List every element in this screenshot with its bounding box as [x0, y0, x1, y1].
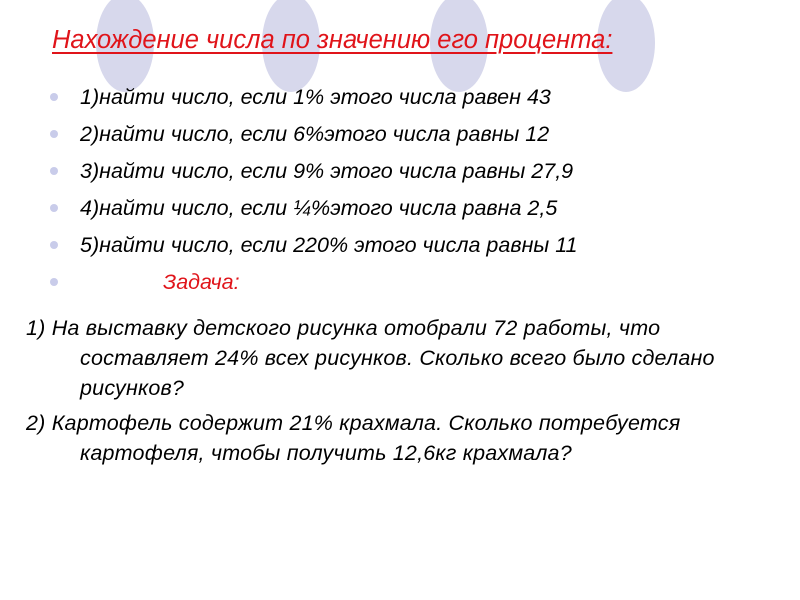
bullet-icon	[50, 130, 58, 138]
exercise-item	[0, 82, 800, 119]
bullet-icon	[50, 204, 58, 212]
exercise-text: 2)найти число, если 6%этого числа равны 12	[80, 122, 550, 146]
problem-text: 1) На выставку детского рисунка отобрали 72 работы, что составляет 24% всех рисунков. Сколько всего было сделано рисунков?	[26, 316, 715, 400]
bullet-icon	[50, 167, 58, 175]
exercise-list	[0, 82, 800, 304]
exercise-text: 3)найти число, если 9% этого числа равны 27,9	[80, 159, 574, 183]
exercise-text: 4)найти число, если ¼%этого числа равна 2,5	[80, 196, 558, 220]
exercise-text: 5)найти число, если 220% этого числа равны 11	[80, 233, 578, 257]
task-heading-item	[0, 267, 800, 304]
exercise-text: 1)найти число, если 1% этого числа равен 43	[80, 85, 551, 109]
exercise-item	[0, 230, 800, 267]
exercise-item	[0, 156, 800, 193]
problem-list	[26, 313, 766, 473]
bullet-icon	[50, 241, 58, 249]
bullet-icon	[50, 93, 58, 101]
exercise-item	[0, 193, 800, 230]
slide-title: Нахождение числа по значению его процента:	[52, 26, 613, 54]
exercise-item	[0, 119, 800, 156]
bullet-icon	[50, 278, 58, 286]
problem-text: 2) Картофель содержит 21% крахмала. Сколько потребуется картофеля, чтобы получить 12,6кг крахмала?	[26, 411, 681, 465]
task-label: Задача:	[163, 270, 240, 294]
